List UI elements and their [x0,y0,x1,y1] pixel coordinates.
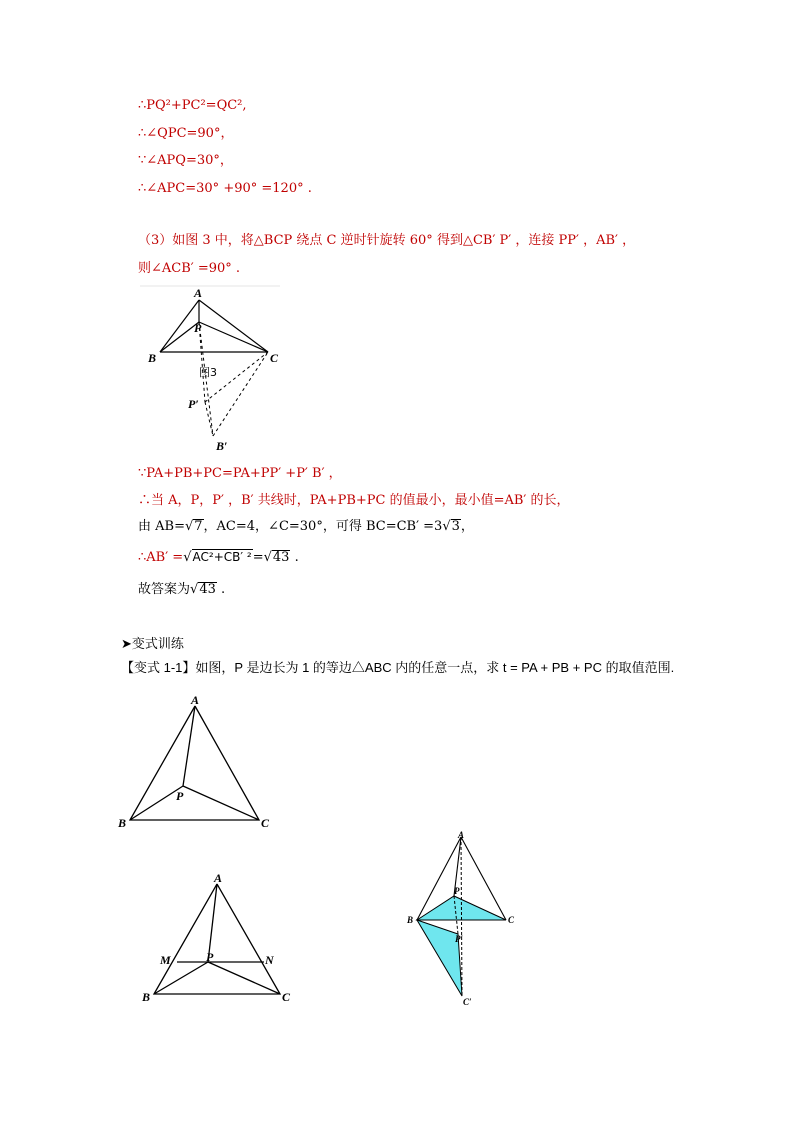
figmn-label-n: N [265,953,274,967]
section-title: 变式训练 [131,636,184,651]
section-marker-icon: ➤ [121,636,132,651]
figr-label-p: P [454,886,460,896]
section-header [121,633,184,652]
figmn-label-b: B [142,990,151,1004]
figv-label-b: B [118,816,127,830]
proof-line-4: ∴∠APC=30° +90° =120° . [138,181,312,196]
figv-label-a: A [191,693,200,707]
proof-line-1: ∴PQ²+PC²=QC², [138,98,247,113]
part3-sum-eq: ∵PA+PB+PC=PA+PP′ +P′ B′ ， [138,466,342,481]
fig3-label-b: B [148,351,157,365]
figr-label-c: C [508,915,515,925]
part3-answer: 故答案为√43 . [138,582,226,597]
figmn-label-p: P [206,950,214,964]
variant-text: 如图，P 是边长为 1 的等边△ABC 内的任意一点，求 t = PA + PB + PC 的取值范围. [195,660,675,675]
figr-label-a: A [458,830,465,840]
fig3-label-c: C [270,351,279,365]
part3-given: 由 AB=√7，AC=4，∠C=30°，可得 BC=CB′ =3√3， [138,519,474,534]
fig3-label-a: A [194,286,203,300]
proof-line-2: ∴∠QPC=90°， [138,126,234,141]
figure-mn-triangle [138,870,303,1005]
figv-label-c: C [261,816,270,830]
part3-result: ∴AB′ =√AC²+CB′ ²=√43 . [138,550,299,565]
figv-label-p: P [176,789,184,803]
figure-3 [140,284,285,456]
figmn-label-c: C [282,990,291,1004]
figure-variant-triangle [115,692,280,832]
figr-label-pp: P′ [455,934,464,944]
fig3-label-pp: P′ [188,397,199,411]
proof-line-3: ∵∠APQ=30°， [138,153,233,168]
variant-label: 【变式 1-1】 [121,660,196,675]
figr-label-cp: C′ [463,997,472,1006]
part3-angle: 则∠ACB′ =90° . [138,261,241,276]
figr-label-b: B [407,915,414,925]
figmn-label-a: A [214,871,223,885]
part3-collinear: ∴当 A，P，P′ ，B′ 共线时，PA+PB+PC 的值最小，最小值=AB′ 的长， [138,493,570,508]
variant-question [121,658,681,677]
fig3-label-p: P [194,321,202,335]
fig3-label-bp: B′ [216,439,228,453]
fig3-caption: 图3 [199,366,217,379]
figure-rotation [402,828,527,1006]
figmn-label-m: M [160,953,171,967]
part3-intro: （3）如图 3 中，将△BCP 绕点 C 逆时针旋转 60° 得到△CB′ P′ ，连接 PP′ ，AB′ ， [138,233,636,248]
